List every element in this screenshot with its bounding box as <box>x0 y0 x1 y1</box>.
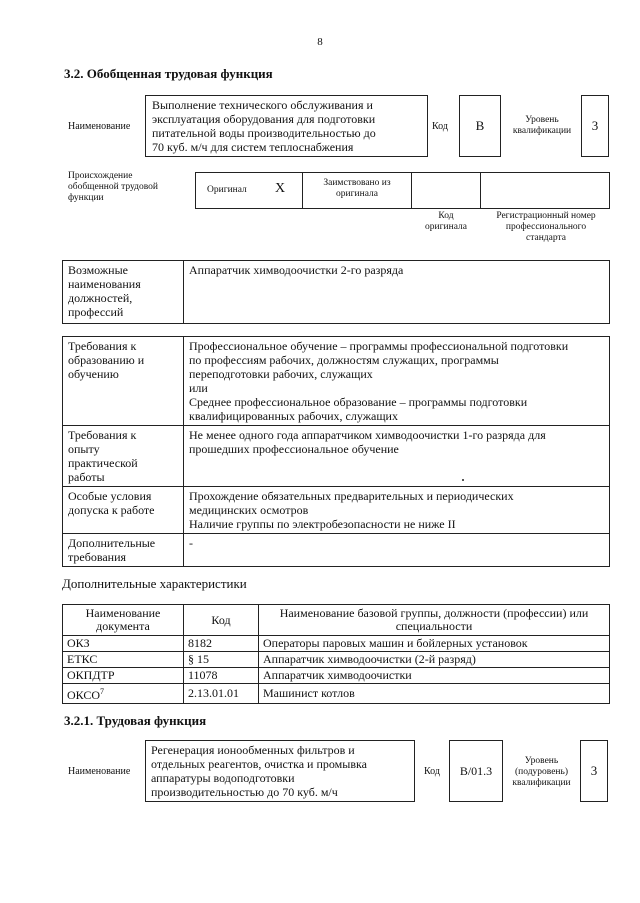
value-line: - <box>189 536 193 550</box>
function-name-box <box>145 95 428 157</box>
name-cell: Машинист котлов <box>259 684 610 704</box>
value-line: Прохождение обязательных предварительных и периодических <box>189 489 514 503</box>
requirement-value <box>184 426 610 487</box>
label-line: Возможные <box>68 263 128 277</box>
label-line: Требования к <box>68 339 137 353</box>
doc-cell <box>63 684 184 704</box>
level-label-line: Уровень <box>525 115 559 125</box>
value-line: Среднее профессиональное образование – программы подготовки <box>189 395 528 409</box>
name-line: эксплуатация оборудования для подготовки <box>152 112 376 126</box>
label-line: Дополнительные <box>68 536 156 550</box>
code-label: Код <box>424 766 440 777</box>
column-header: Наименование документа <box>63 605 184 636</box>
origin-label-line: Происхождение <box>68 171 133 181</box>
value-line: квалифицированных рабочих, служащих <box>189 409 398 423</box>
code-original-line: оригинала <box>425 222 467 232</box>
name-label: Наименование <box>68 766 131 777</box>
column-header: Наименование базовой группы, должности (профессии) или специальности <box>259 605 610 636</box>
requirement-label <box>63 534 184 567</box>
possible-names-label <box>63 261 184 324</box>
requirement-value <box>184 487 610 534</box>
column-header: Код <box>184 605 259 636</box>
requirement-label <box>63 426 184 487</box>
level-label-line: квалификации <box>512 778 571 788</box>
table-row <box>63 337 610 426</box>
origin-divider <box>411 172 412 209</box>
label-line: профессий <box>68 305 124 319</box>
level-label-line: Уровень <box>524 756 559 766</box>
code-value: B/01.3 <box>449 740 503 802</box>
origin-divider <box>480 172 481 209</box>
additional-heading: Дополнительные характеристики <box>62 576 247 591</box>
doc-cell: ОКЗ <box>63 636 184 652</box>
name-line: Выполнение технического обслуживания и <box>152 98 373 112</box>
footnote-mark: 7 <box>100 687 105 696</box>
name-cell: Аппаратчик химводоочистки <box>259 668 610 684</box>
original-label: Оригинал <box>207 185 247 195</box>
value-line: медицинских осмотров <box>189 503 309 517</box>
doc-cell: ЕТКС <box>63 652 184 668</box>
possible-names-table <box>62 260 610 324</box>
table-row <box>63 534 610 567</box>
value-line: Профессиональное обучение – программы профессиональной подготовки <box>189 339 569 353</box>
possible-names-value: Аппаратчик химводоочистки 2-го разряда <box>184 261 610 324</box>
original-mark: X <box>275 181 286 196</box>
borrowed-label <box>305 178 409 200</box>
level-value: 3 <box>581 95 609 157</box>
level-label-line: квалификации <box>512 126 572 136</box>
label-line: образованию и <box>68 353 145 367</box>
label-line: допуска к работе <box>68 503 155 517</box>
requirement-label <box>63 337 184 426</box>
requirements-table <box>62 336 610 567</box>
requirement-value <box>184 337 610 426</box>
value-line: Не менее одного года аппаратчиком химводоочистки 1-го разряда для <box>189 428 546 442</box>
table-row <box>63 487 610 534</box>
table-row <box>63 668 610 684</box>
code-cell: 11078 <box>184 668 259 684</box>
table-row <box>63 426 610 487</box>
section-heading-3-2: 3.2. Обобщенная трудовая функция <box>64 66 273 81</box>
name-line: отдельных реагентов, очистка и промывка <box>151 757 367 771</box>
borrowed-label-line: Заимствовано из <box>323 178 391 188</box>
requirement-value <box>184 534 610 567</box>
doc-text: ОКСО <box>67 688 101 702</box>
level-label-line: (подуровень) <box>514 767 569 777</box>
value-line: по профессиям рабочих, должностям служащих, программы <box>189 353 499 367</box>
requirement-label <box>63 487 184 534</box>
table-row <box>63 684 610 704</box>
name-line: 70 куб. м/ч для систем теплоснабжения <box>152 140 354 154</box>
label-line: практической <box>68 456 138 470</box>
function-name-box <box>145 740 415 802</box>
code-cell: § 15 <box>184 652 259 668</box>
name-label: Наименование <box>68 121 131 132</box>
label-line: работы <box>68 470 105 484</box>
level-value: 3 <box>580 740 608 802</box>
value-line: переподготовки рабочих, служащих <box>189 367 373 381</box>
origin-label <box>68 171 158 204</box>
label-line: должностей, <box>68 291 133 305</box>
origin-label-line: обобщенной трудовой <box>68 182 158 192</box>
label-line: требования <box>68 550 127 564</box>
label-line: опыту <box>68 442 100 456</box>
code-label: Код <box>432 121 448 132</box>
reg-number-line: профессионального <box>505 222 587 232</box>
page-number: 8 <box>317 36 323 48</box>
name-line: Регенерация ионообменных фильтров и <box>151 743 355 757</box>
reg-number-label <box>482 211 610 244</box>
level-label <box>505 115 579 137</box>
label-line: Особые условия <box>68 489 152 503</box>
value-line: Наличие группы по электробезопасности не ниже II <box>189 517 456 531</box>
label-line: обучению <box>68 367 119 381</box>
reg-number-line: Регистрационный номер <box>496 211 596 221</box>
code-original-label <box>412 211 480 233</box>
additional-table <box>62 604 610 704</box>
doc-cell: ОКПДТР <box>63 668 184 684</box>
value-line: прошедших профессиональное обучение <box>189 442 399 456</box>
level-label <box>505 756 578 789</box>
origin-label-line: функции <box>68 193 104 203</box>
table-header-row <box>63 605 610 636</box>
table-row <box>63 636 610 652</box>
label-line: Требования к <box>68 428 137 442</box>
reg-number-line: стандарта <box>526 233 566 243</box>
section-heading-3-2-1: 3.2.1. Трудовая функция <box>64 713 207 728</box>
stray-dot <box>462 479 464 481</box>
name-line: питательной воды производительностью до <box>152 126 376 140</box>
borrowed-label-line: оригинала <box>336 189 378 199</box>
code-cell: 8182 <box>184 636 259 652</box>
origin-divider <box>302 172 303 209</box>
name-cell: Аппаратчик химводоочистки (2-й разряд) <box>259 652 610 668</box>
value-line: или <box>189 381 208 395</box>
name-line: производительностью до 70 куб. м/ч <box>151 785 338 799</box>
code-value: B <box>459 95 501 157</box>
name-line: аппаратуры водоподготовки <box>151 771 295 785</box>
name-cell: Операторы паровых машин и бойлерных установок <box>259 636 610 652</box>
table-row <box>63 652 610 668</box>
code-original-line: Код <box>438 211 454 221</box>
label-line: наименования <box>68 277 141 291</box>
code-cell: 2.13.01.01 <box>184 684 259 704</box>
